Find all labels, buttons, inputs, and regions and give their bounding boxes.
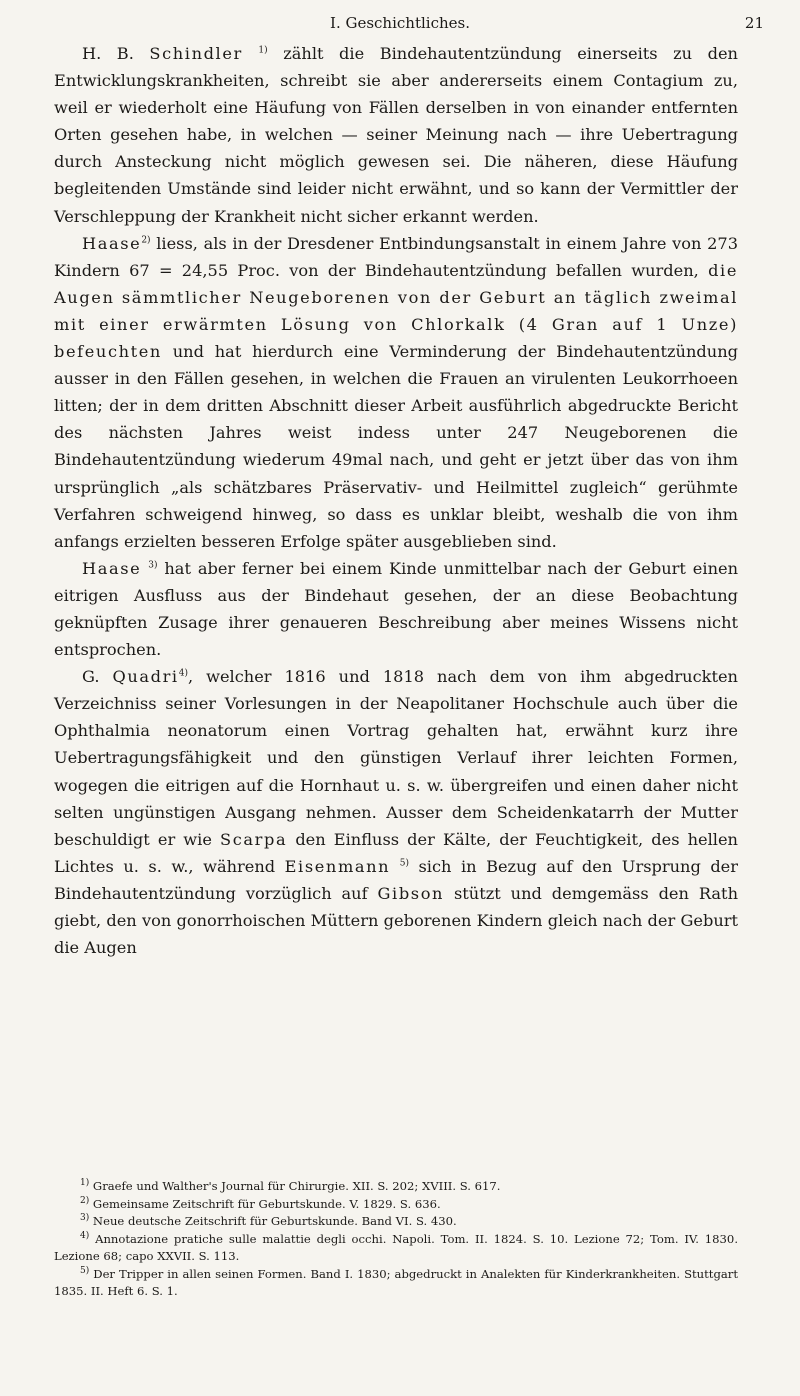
footnote-number: 4) [80,1230,90,1241]
spaced-text: Eisenmann [284,856,391,876]
footnote-marker: 1) [258,45,268,56]
footnote-number: 5) [80,1265,90,1276]
footnote-number: 2) [80,1195,90,1206]
text-run: H. B. [82,44,150,63]
text-run [390,857,400,876]
main-text [54,40,738,961]
footnote-text: Annotazione pratiche sulle malattie degli occhi. Napoli. Tom. II. 1824. S. 10. Lezione 72; Tom. IV. 1830. Lezione 68; capo XXVII. S. 113. [54,1231,738,1263]
footnote [54,1231,738,1266]
footnote-number: 3) [80,1213,90,1224]
text-run: G. [82,667,113,687]
footnote [54,1266,738,1301]
footnote [54,1196,738,1214]
running-title: I. Geschichtliches. [330,14,470,32]
spaced-text: Schindler [149,44,243,63]
footnote-text: Gemeinsame Zeitschrift für Geburtskunde. V. 1829. S. 636. [89,1196,441,1211]
spaced-text: Quadri [112,667,179,687]
text-run: hat aber ferner bei einem Kinde unmittelbar nach der Geburt einen eitrigen Ausfluss aus der Bindehaut gesehen, der an diese Beobachtung geknüpften Zusage ihrer genaueren Beschreibung aber meines Wissens nicht entsprochen. [54,558,738,660]
spaced-text: Haase [82,233,142,253]
paragraph [54,663,738,961]
text-run: , welcher 1816 und 1818 nach dem von ihm abgedruckten Verzeichniss seiner Vorlesungen in der Neapolitaner Hochschule auch über die Ophthalmia neonatorum einen Vortrag gehalten hat, erwähnt kurz ihre Uebertragungsfähigkeit und den günstigen Verlauf ihrer leichten Formen, wogegen die eitrigen auf die Hornhaut u. s. w. übergreifen und einen daher nicht selten ungünstigen Ausgang nehmen. Ausser dem Scheidenkatarrh der Mutter beschuldigt er wie [54,667,738,849]
footnote-marker: 2) [141,235,151,246]
text-run: sich in Bezug auf den Ursprung der Bindehautentzündung vorzüglich auf [54,856,738,903]
page-number: 21 [744,14,764,32]
footnotes [54,1178,738,1301]
footnote-text: Der Tripper in allen seinen Formen. Band I. 1830; abgedruckt in Analekten für Kinderkrankheiten. Stuttgart 1835. II. Heft 6. S. 1. [54,1266,738,1298]
paragraph [54,40,738,230]
text-run: und hat hierdurch eine Verminderung der Bindehautentzündung ausser in den Fällen gesehen, in welchen die Frauen an virulenten Leukorrhoeen litten; der in dem dritten Abschnitt dieser Arbeit ausführlich abgedruckte Bericht des nächsten Jahres weist indess unter 247 Neugeborenen die Bindehautentzündung wiederum 49mal nach, und geht er jetzt über das von ihm ursprünglich „als schätzbares Präservativ- und Heilmittel zugleich“ gerühmte Verfahren schweigend hinweg, so dass es unklar bleibt, weshalb die von ihm anfangs erzielten besseren Erfolge später ausgeblieben sind. [54,342,738,551]
spaced-text: Gibson [377,883,445,903]
text-run: stützt und demgemäss den Rath giebt, den von gonorrhoischen Müttern geborenen Kindern gleich nach der Geburt die Augen [54,883,738,958]
footnote-number: 1) [80,1178,90,1189]
footnote-marker: 4) [178,668,188,679]
text-run: zählt die Bindehautentzündung einerseits zu den Entwicklungskrankheiten, schreibt sie aber andererseits einem Contagium zu, weil er wiederholt eine Häufung von Fällen derselben in von einander entfernten Orten gesehen habe, in welchen — seiner Meinung nach — ihre Uebertragung durch Ansteckung nicht möglich gewesen sei. Die näheren, diese Häufung begleitenden Umstände sind leider nicht erwähnt, und so kann der Vermittler der Verschleppung der Krankheit nicht sicher erkannt werden. [54,44,738,226]
text-run: liess, als in der Dresdener Entbindungsanstalt in einem Jahre von 273 Kindern 67 = 24,55 Proc. von der Bindehautentzündung befallen wurden, [54,233,738,280]
running-header [0,8,800,38]
text-run [243,44,259,63]
spaced-text: die Augen sämmtlicher Neugeborenen von der Geburt an täglich zweimal mit einer erwärmten Lösung von Chlorkalk (4 Gran auf 1 Unze) befeuchten [54,260,738,362]
text-run: den Einfluss der Kälte, der Feuchtigkeit, des hellen Lichtes u. s. w., während [54,829,738,876]
spaced-text: Scarpa [220,829,288,849]
footnote [54,1178,738,1196]
footnote [54,1213,738,1231]
footnote-text: Neue deutsche Zeitschrift für Geburtskunde. Band VI. S. 430. [89,1214,457,1228]
footnote-marker: 5) [399,858,409,869]
footnote-marker: 3) [148,560,158,571]
spaced-text: Haase [82,558,142,578]
paragraph [54,230,738,555]
paragraph [54,555,738,663]
footnote-text: Graefe und Walther's Journal für Chirurgie. XII. S. 202; XVIII. S. 617. [89,1179,501,1193]
